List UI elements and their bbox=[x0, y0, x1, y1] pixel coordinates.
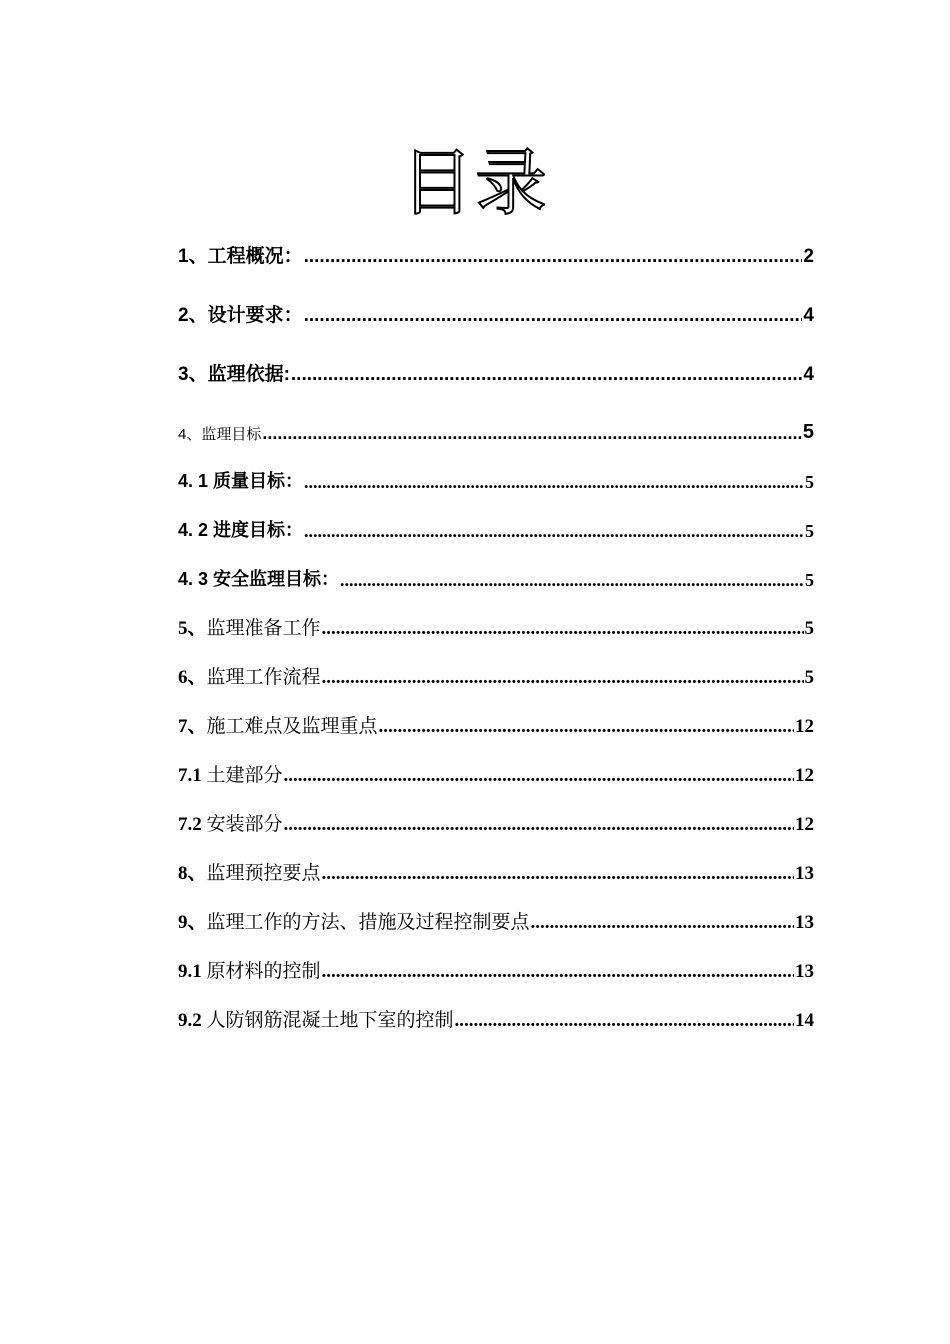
toc-entry[interactable] bbox=[178, 238, 814, 268]
toc-leader-dots bbox=[455, 1010, 794, 1032]
toc-entry-label bbox=[178, 300, 303, 327]
toc-entry-text: 进度目标： bbox=[213, 520, 304, 540]
toc-entry-label bbox=[178, 858, 321, 885]
toc-entry[interactable] bbox=[178, 708, 814, 738]
toc-entry-label bbox=[178, 809, 283, 836]
toc-leader-dots bbox=[284, 765, 794, 787]
toc-entry-number: 9、 bbox=[178, 912, 207, 933]
toc-entry-text: 质量目标： bbox=[213, 471, 304, 491]
toc-entry-label bbox=[178, 613, 321, 640]
toc-entry-number: 7.1 bbox=[178, 765, 207, 786]
toc-entry-text: 土建部分 bbox=[206, 765, 283, 786]
toc-entry-label bbox=[178, 423, 261, 444]
toc-leader-dots bbox=[322, 961, 794, 983]
toc-entry-number: 9.2 bbox=[178, 1010, 207, 1031]
toc-entry-text: 监理目标 bbox=[201, 426, 262, 443]
toc-entry-text: 监理工作流程 bbox=[206, 667, 321, 688]
toc-entry-page: 13 bbox=[795, 863, 814, 884]
toc-entry[interactable] bbox=[178, 757, 814, 787]
toc-entry-label bbox=[178, 565, 339, 591]
toc-entry-page: 5 bbox=[804, 667, 814, 688]
toc-entry-text: 设计要求： bbox=[207, 305, 303, 326]
toc-entry-label bbox=[178, 359, 290, 386]
toc-entry-label bbox=[178, 907, 530, 934]
toc-entry-text: 原材料的控制 bbox=[206, 961, 321, 982]
toc-entry-text: 施工难点及监理重点 bbox=[206, 716, 378, 737]
toc-leader-dots bbox=[322, 863, 794, 885]
toc-leader-dots bbox=[531, 912, 794, 934]
toc-entry-number: 4、 bbox=[178, 426, 202, 443]
toc-entry-page: 13 bbox=[795, 912, 814, 933]
toc-entry[interactable] bbox=[178, 297, 814, 327]
toc-entry[interactable] bbox=[178, 356, 814, 386]
toc-entry-page: 13 bbox=[795, 961, 814, 982]
toc-entry-label bbox=[178, 760, 283, 787]
toc-entry[interactable] bbox=[178, 659, 814, 689]
toc-entry-page: 5 bbox=[805, 472, 814, 492]
toc-leader-dots bbox=[379, 716, 794, 738]
toc-entry-text: 安装部分 bbox=[206, 814, 283, 835]
toc-entry-page: 12 bbox=[795, 765, 814, 786]
toc-entry-text: 监理工作的方法、措施及过程控制要点 bbox=[206, 912, 530, 933]
toc-entry-number: 4. 2 bbox=[178, 520, 214, 540]
toc-entry[interactable] bbox=[178, 904, 814, 934]
toc-entry[interactable] bbox=[178, 512, 814, 542]
toc-entry-page: 12 bbox=[795, 716, 814, 737]
toc-entry-number: 3、 bbox=[178, 364, 208, 385]
toc-leader-dots bbox=[304, 305, 803, 327]
toc-entry-text: 人防钢筋混凝土地下室的控制 bbox=[206, 1010, 454, 1031]
toc-entry-page: 14 bbox=[795, 1010, 814, 1031]
toc-entry-number: 8、 bbox=[178, 863, 207, 884]
toc-entry-number: 4. 3 bbox=[178, 569, 214, 589]
toc-entry[interactable] bbox=[178, 414, 814, 444]
toc-entry[interactable] bbox=[178, 953, 814, 983]
toc-entry-number: 7、 bbox=[178, 716, 207, 737]
toc-leader-dots bbox=[322, 618, 804, 640]
toc-entry-label bbox=[178, 1005, 454, 1032]
toc-leader-dots bbox=[322, 667, 804, 689]
toc-entry-page: 5 bbox=[805, 521, 814, 541]
toc-entry-page: 2 bbox=[803, 246, 814, 267]
toc-entry-page: 5 bbox=[802, 421, 814, 443]
toc-entry-number: 9.1 bbox=[178, 961, 207, 982]
toc-entry-page: 5 bbox=[804, 618, 814, 639]
toc-entry-number: 5、 bbox=[178, 618, 207, 639]
toc-entry-number: 2、 bbox=[178, 305, 208, 326]
toc-leader-dots bbox=[304, 521, 804, 542]
toc-entry-label bbox=[178, 956, 321, 983]
toc-entry-page: 5 bbox=[805, 570, 814, 590]
toc-entry-label bbox=[178, 241, 303, 268]
toc-entry[interactable] bbox=[178, 855, 814, 885]
toc-leader-dots bbox=[304, 246, 803, 268]
toc-entry-page: 4 bbox=[803, 305, 814, 326]
toc-entry-label bbox=[178, 467, 303, 493]
toc-leader-dots bbox=[262, 423, 802, 444]
toc-leader-dots bbox=[291, 364, 803, 386]
toc-entry-text: 监理预控要点 bbox=[206, 863, 321, 884]
toc-entry-text: 工程概况： bbox=[207, 246, 303, 267]
toc-entry-page: 4 bbox=[803, 364, 814, 385]
toc-entry-number: 6、 bbox=[178, 667, 207, 688]
toc-entry-label bbox=[178, 516, 303, 542]
toc-leader-dots bbox=[340, 570, 804, 591]
toc-entry-number: 4. 1 bbox=[178, 471, 214, 491]
toc-entry[interactable] bbox=[178, 610, 814, 640]
toc-entry-number: 1、 bbox=[178, 246, 208, 267]
toc-entry[interactable] bbox=[178, 806, 814, 836]
toc-leader-dots bbox=[284, 814, 794, 836]
toc-entry[interactable] bbox=[178, 1002, 814, 1032]
toc-entry-page: 12 bbox=[795, 814, 814, 835]
toc-entry-number: 7.2 bbox=[178, 814, 207, 835]
toc-entry[interactable] bbox=[178, 561, 814, 591]
toc-title: 目录 bbox=[400, 141, 549, 225]
toc-leader-dots bbox=[304, 472, 804, 493]
toc-entry[interactable] bbox=[178, 463, 814, 493]
toc-entry-label bbox=[178, 662, 321, 689]
toc-entry-text: 监理依据: bbox=[207, 364, 290, 385]
toc-entry-text: 安全监理目标： bbox=[213, 569, 340, 589]
toc-entry-label bbox=[178, 711, 378, 738]
toc-entry-text: 监理准备工作 bbox=[206, 618, 321, 639]
